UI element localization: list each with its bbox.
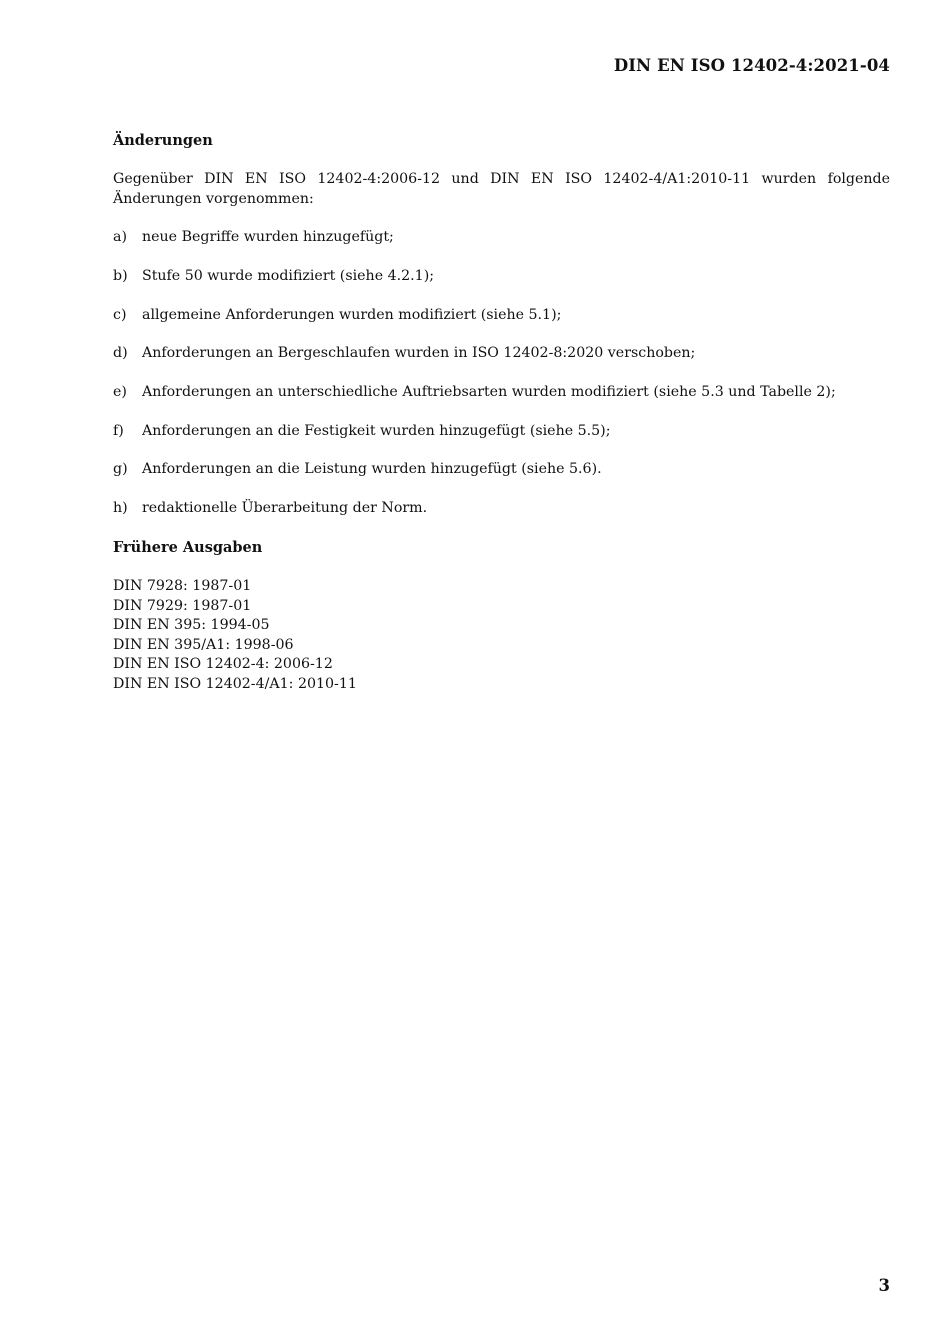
list-item-text: allgemeine Anforderungen wurden modifiziert (siehe 5.1); [142,306,562,323]
list-item-text: Anforderungen an die Festigkeit wurden hinzugefügt (siehe 5.5); [142,422,611,439]
list-item-text: neue Begriffe wurden hinzugefügt; [142,229,394,246]
list-item [113,267,890,287]
edition-item: DIN EN 395: 1994-05 [113,617,270,634]
edition-item: DIN EN ISO 12402-4/A1: 2010-11 [113,675,357,692]
list-item [113,306,890,326]
changes-intro: Gegenüber DIN EN ISO 12402-4:2006-12 und DIN EN ISO 12402-4/A1:2010-11 wurden folgende Änderungen vorgenommen: [113,171,890,207]
changes-heading: Änderungen [113,132,213,149]
previous-editions-heading: Frühere Ausgaben [113,539,263,556]
list-item [113,383,890,403]
edition-item: DIN 7928: 1987-01 [113,578,252,594]
page-content [113,131,890,695]
list-item-text: Anforderungen an unterschiedliche Auftriebsarten wurden modifiziert (siehe 5.3 und Tabelle 2); [142,383,836,400]
edition-item: DIN EN ISO 12402-4: 2006-12 [113,656,333,673]
edition-item: DIN EN 395/A1: 1998-06 [113,636,294,653]
list-item-letter: g) [113,461,128,478]
list-item-text: Anforderungen an Bergeschlaufen wurden in ISO 12402-8:2020 verschoben; [142,345,696,362]
previous-editions-list [113,577,890,695]
list-item [113,422,890,442]
list-item-text: redaktionelle Überarbeitung der Norm. [142,500,428,516]
list-item-letter: d) [113,345,128,362]
list-item-letter: e) [113,383,127,400]
page-number: 3 [878,1276,890,1295]
list-item [113,460,890,480]
list-item [113,344,890,364]
list-item-text: Anforderungen an die Leistung wurden hinzugefügt (siehe 5.6). [142,461,602,478]
edition-item: DIN 7929: 1987-01 [113,597,252,614]
list-item-letter: b) [113,267,128,284]
list-item-letter: h) [113,500,128,516]
list-item-text: Stufe 50 wurde modifiziert (siehe 4.2.1); [142,267,435,284]
document-header-id: DIN EN ISO 12402-4:2021-04 [613,56,890,75]
list-item-letter: a) [113,229,127,246]
list-item-letter: c) [113,306,127,323]
list-item [113,499,890,519]
changes-list [113,228,890,518]
list-item-letter: f) [113,422,124,439]
list-item [113,228,890,248]
